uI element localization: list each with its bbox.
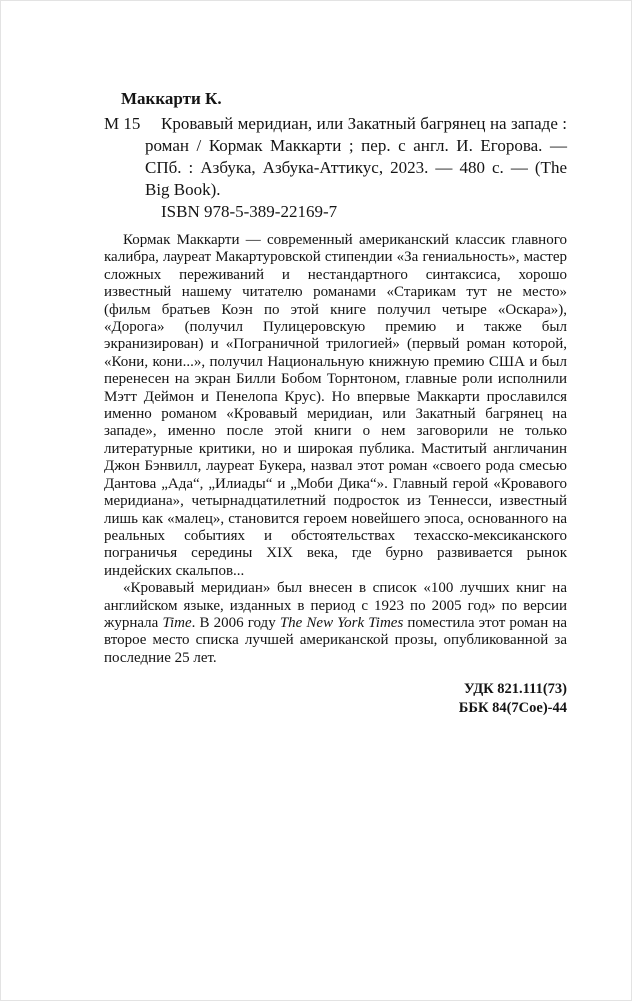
bibliographic-entry bbox=[104, 113, 567, 201]
bib-classification-code: М 15 bbox=[104, 114, 141, 133]
annotation-paragraph-2: «Кровавый меридиан» был внесен в список «100 лучших книг на английском языке, изданных в период с 1923 по 2005 год» по версии журнала Time. В 2006 году The New York Times поместила этот роман на второе место списка лучшей американской прозы, опубликованной за последние 25 лет. bbox=[104, 580, 568, 666]
udk-code: УДК 821.111(73) bbox=[464, 681, 567, 698]
isbn-line: ISBN 978-5-389-22169-7 bbox=[161, 202, 338, 221]
classification-codes bbox=[104, 680, 567, 718]
annotation-paragraph-1: Кормак Маккарти — современный американский классик главного калибра, лауреат Макартуровской стипендии «За гениальность», мастер сложных переживаний и нестандартного синтаксиса, хорошо известный нашему читателю романами «Старикам тут не место» (фильм братьев Коэн по этой книге получил четыре «Оскара»), «Дорога» (получил Пулицеровскую премию и также был экранизирован) и «Пограничной трилогией» (первый роман которой, «Кони, кони...», получил Национальную книжную премию США и был перенесен на экран Билли Бобом Торнтоном, главные роли исполнили Мэтт Деймон и Пенелопа Крус). Но впервые Маккарти прославился именно романом «Кровавый меридиан, или Закатный багрянец на западе», именно после этой книги о нем заговорили не только литературные критики, но и широкая публика. Маститый англичанин Джон Бэнвилл, лауреат Букера, назвал этот роман «своего рода смесью Дантова „Ада“, „Илиады“ и „Моби Дика“». Главный герой «Кровавого меридиана», четырнадцатилетний подросток из Теннесси, известный лишь как «малец», становится героем новейшего эпоса, основанного на реальных событиях и обстоятельствах техасско-мексиканского пограничья середины XIX века, где бурно развивается рынок индейских скальпов... bbox=[104, 232, 567, 579]
author-heading: Маккарти К. bbox=[121, 89, 222, 108]
bib-description: Кровавый меридиан, или Закатный багрянец на западе : роман / Кормак Маккарти ; пер. с англ. И. Егорова. — СПб. : Азбука, Азбука-Аттикус, 2023. — 480 с. — (The Big Book). bbox=[145, 114, 567, 199]
bbk-code: ББК 84(7Сое)-44 bbox=[458, 700, 567, 717]
